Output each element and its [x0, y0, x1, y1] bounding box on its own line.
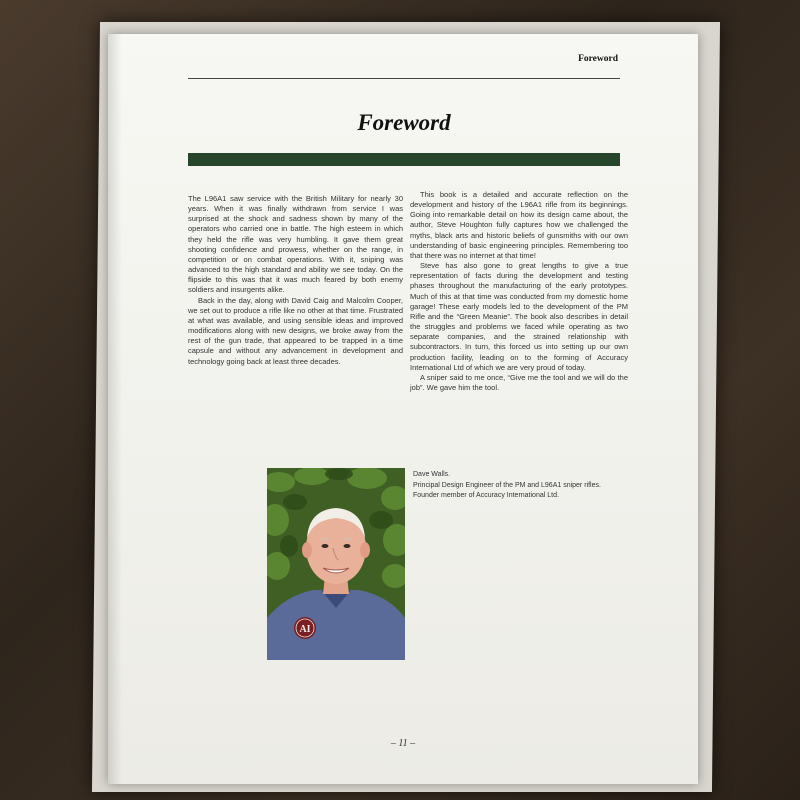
page-number: – 11 – — [390, 738, 416, 749]
author-photo — [267, 468, 405, 660]
right-column — [410, 190, 628, 393]
running-head: Foreword — [578, 54, 618, 64]
paragraph: A sniper said to me once, “Give me the tool and we will do the job”. We gave him the tool. — [410, 372, 628, 392]
page-title: Foreword — [357, 110, 451, 135]
header-rule — [188, 78, 620, 79]
badge-logo-text: AI — [299, 624, 311, 635]
paragraph: This book is a detailed and accurate reflection on the development and history of the L96A1 rifle from its beginnings. Going into remarkable detail on how its design came about, the author, Steve Houghton fully captures how we challenged the myths, black arts and historic beliefs of gunsmiths with our own understanding of basic engineering principles. Remembering too that there was no internet at that time! — [410, 190, 628, 260]
caption-line: Principal Design Engineer of the PM and L96A1 sniper rifles. — [413, 481, 601, 489]
paragraph: The L96A1 saw service with the British Military for nearly 30 years. When it was finally withdrawn from service I was surprised at the shock and sadness shown by many of the operators who carried one in battle. The high esteem in which they held the rifle was very humbling. It gave them great shooting confidence and prowess, whether on the range, in competition or on combat operations. With it, sniping was advanced to the high standard and ability we see today. On the flipside to this was that it was much feared by both enemy soldiers and insurgents alike. — [188, 194, 403, 295]
title-green-bar — [188, 153, 620, 166]
paragraph: Back in the day, along with David Caig and Malcolm Cooper, we set out to produce a rifle like no other at that time. Frustrated at what was available, and using sensible ideas and improved modifications along with new designs, we broke away from the rest of the gun trade, that appeared to be trapped in a time capsule and without any advancement in development and technology going back at least three decades. — [188, 295, 403, 366]
left-column — [188, 194, 403, 367]
portrait-illustration — [267, 468, 405, 660]
caption-name: Dave Walls. — [413, 471, 451, 478]
book-page — [108, 34, 698, 784]
caption-line: Founder member of Accuracy International Ltd. — [413, 492, 559, 499]
page-gutter-shadow — [108, 34, 122, 784]
paragraph: Steve has also gone to great lengths to give a true representation of facts during the development and testing phases throughout the manufacturing of the early prototypes. Much of this at that time was conducted from my domestic home garage! These early models led to the development of the PM Rifle and the “Green Meanie”. The book also describes in detail the struggles and problems we faced while operating as two separate companies, and the strained relationship with subcontractors. In turn, this forced us into setting up our own production facility, leading on to the forming of Accuracy International Ltd of which we are very proud of today. — [410, 261, 628, 372]
photo-caption — [413, 470, 643, 502]
